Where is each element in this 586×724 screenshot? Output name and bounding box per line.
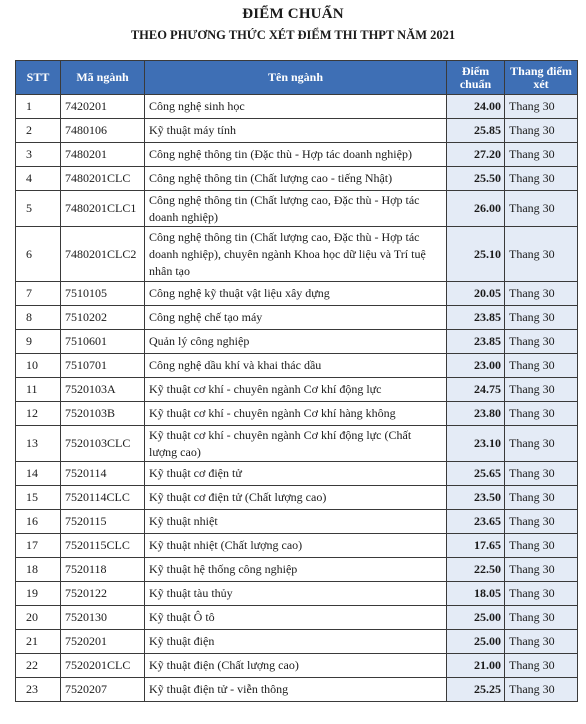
cell-thang-diem: Thang 30 [505,95,578,119]
cell-ten-nganh: Công nghệ kỹ thuật vật liệu xây dựng [145,282,447,306]
cell-thang-diem: Thang 30 [505,486,578,510]
table-row [16,306,578,330]
cell-diem-chuan: 24.75 [447,378,505,402]
table-row [16,143,578,167]
cell-diem-chuan: 23.10 [447,426,505,462]
cell-ma-nganh: 7510202 [61,306,145,330]
cell-diem-chuan: 25.00 [447,606,505,630]
cell-stt: 22 [16,654,61,678]
cell-ma-nganh: 7480106 [61,119,145,143]
cell-stt: 23 [16,678,61,702]
cell-ma-nganh: 7480201CLC1 [61,191,145,227]
cell-ma-nganh: 7520103B [61,402,145,426]
cell-ten-nganh: Quản lý công nghiệp [145,330,447,354]
cell-diem-chuan: 21.00 [447,654,505,678]
cell-stt: 9 [16,330,61,354]
cell-stt: 12 [16,402,61,426]
cell-thang-diem: Thang 30 [505,143,578,167]
cell-ma-nganh: 7510701 [61,354,145,378]
cell-stt: 20 [16,606,61,630]
cell-ma-nganh: 7520114 [61,462,145,486]
cell-stt: 4 [16,167,61,191]
cell-stt: 8 [16,306,61,330]
cell-ma-nganh: 7480201CLC [61,167,145,191]
cell-ma-nganh: 7520114CLC [61,486,145,510]
cell-ten-nganh: Kỹ thuật cơ khí - chuyên ngành Cơ khí động lực (Chất lượng cao) [145,426,447,462]
cell-diem-chuan: 23.50 [447,486,505,510]
cell-stt: 18 [16,558,61,582]
cell-diem-chuan: 23.85 [447,330,505,354]
cell-thang-diem: Thang 30 [505,282,578,306]
cell-stt: 5 [16,191,61,227]
cell-stt: 6 [16,227,61,282]
cell-thang-diem: Thang 30 [505,119,578,143]
header-ten-nganh: Tên ngành [145,61,447,95]
cell-thang-diem: Thang 30 [505,378,578,402]
cell-ten-nganh: Kỹ thuật điện tử - viễn thông [145,678,447,702]
cell-stt: 16 [16,510,61,534]
table-row [16,606,578,630]
cell-stt: 15 [16,486,61,510]
cell-ten-nganh: Công nghệ dầu khí và khai thác dầu [145,354,447,378]
cell-ma-nganh: 7520103CLC [61,426,145,462]
cell-thang-diem: Thang 30 [505,426,578,462]
cell-ma-nganh: 7510601 [61,330,145,354]
cell-diem-chuan: 25.50 [447,167,505,191]
cell-diem-chuan: 23.65 [447,510,505,534]
cell-thang-diem: Thang 30 [505,582,578,606]
cell-thang-diem: Thang 30 [505,462,578,486]
table-row [16,558,578,582]
cell-stt: 14 [16,462,61,486]
cell-thang-diem: Thang 30 [505,558,578,582]
table-row [16,95,578,119]
cell-ten-nganh: Công nghệ chế tạo máy [145,306,447,330]
table-row [16,678,578,702]
cell-diem-chuan: 20.05 [447,282,505,306]
cell-ten-nganh: Kỹ thuật máy tính [145,119,447,143]
cell-stt: 19 [16,582,61,606]
cell-ten-nganh: Kỹ thuật nhiệt (Chất lượng cao) [145,534,447,558]
cell-diem-chuan: 25.10 [447,227,505,282]
cell-thang-diem: Thang 30 [505,510,578,534]
cell-thang-diem: Thang 30 [505,191,578,227]
cell-ma-nganh: 7520130 [61,606,145,630]
cell-thang-diem: Thang 30 [505,306,578,330]
cell-diem-chuan: 27.20 [447,143,505,167]
cell-diem-chuan: 18.05 [447,582,505,606]
cell-thang-diem: Thang 30 [505,167,578,191]
cell-stt: 1 [16,95,61,119]
page-subtitle: THEO PHƯƠNG THỨC XÉT ĐIỂM THI THPT NĂM 2021 [130,28,456,42]
cell-stt: 10 [16,354,61,378]
cell-diem-chuan: 23.80 [447,402,505,426]
cell-ma-nganh: 7480201 [61,143,145,167]
table-row [16,426,578,462]
header-thang-diem: Thang điểm xét [505,61,578,95]
cell-ma-nganh: 7520103A [61,378,145,402]
cell-ten-nganh: Kỹ thuật cơ điện tử [145,462,447,486]
cell-thang-diem: Thang 30 [505,630,578,654]
cell-ma-nganh: 7520118 [61,558,145,582]
table-row [16,282,578,306]
table-row [16,486,578,510]
table-body [16,95,578,702]
table-row [16,402,578,426]
cell-ten-nganh: Kỹ thuật tàu thủy [145,582,447,606]
cell-ten-nganh: Kỹ thuật cơ điện tử (Chất lượng cao) [145,486,447,510]
cell-stt: 3 [16,143,61,167]
table-row [16,167,578,191]
cell-ten-nganh: Kỹ thuật nhiệt [145,510,447,534]
cell-ten-nganh: Công nghệ sinh học [145,95,447,119]
cell-diem-chuan: 17.65 [447,534,505,558]
cell-stt: 11 [16,378,61,402]
cell-ma-nganh: 7520115 [61,510,145,534]
cell-ma-nganh: 7520207 [61,678,145,702]
table-row [16,534,578,558]
cell-stt: 7 [16,282,61,306]
cell-diem-chuan: 22.50 [447,558,505,582]
cell-ma-nganh: 7520201 [61,630,145,654]
cell-ma-nganh: 7510105 [61,282,145,306]
cell-diem-chuan: 25.00 [447,630,505,654]
table-row [16,227,578,282]
table-row [16,654,578,678]
cell-ten-nganh: Kỹ thuật điện [145,630,447,654]
admission-score-table [15,60,578,702]
cell-ma-nganh: 7420201 [61,95,145,119]
cell-diem-chuan: 24.00 [447,95,505,119]
cell-ten-nganh: Kỹ thuật hệ thống công nghiệp [145,558,447,582]
cell-ten-nganh: Công nghệ thông tin (Đặc thù - Hợp tác doanh nghiệp) [145,143,447,167]
header-diem-chuan: Điểm chuẩn [447,61,505,95]
cell-diem-chuan: 23.85 [447,306,505,330]
cell-ma-nganh: 7520201CLC [61,654,145,678]
cell-thang-diem: Thang 30 [505,402,578,426]
cell-thang-diem: Thang 30 [505,606,578,630]
cell-diem-chuan: 25.85 [447,119,505,143]
cell-ten-nganh: Công nghệ thông tin (Chất lượng cao - tiếng Nhật) [145,167,447,191]
cell-thang-diem: Thang 30 [505,678,578,702]
table-row [16,330,578,354]
cell-ten-nganh: Công nghệ thông tin (Chất lượng cao, Đặc thù - Hợp tác doanh nghiệp) [145,191,447,227]
cell-ma-nganh: 7480201CLC2 [61,227,145,282]
cell-ten-nganh: Kỹ thuật cơ khí - chuyên ngành Cơ khí hàng không [145,402,447,426]
cell-diem-chuan: 23.00 [447,354,505,378]
table-row [16,462,578,486]
cell-ten-nganh: Kỹ thuật Ô tô [145,606,447,630]
cell-diem-chuan: 26.00 [447,191,505,227]
cell-stt: 13 [16,426,61,462]
cell-thang-diem: Thang 30 [505,227,578,282]
cell-thang-diem: Thang 30 [505,654,578,678]
header-ma-nganh: Mã ngành [61,61,145,95]
cell-thang-diem: Thang 30 [505,354,578,378]
cell-ma-nganh: 7520115CLC [61,534,145,558]
page-title: ĐIỂM CHUẨN [242,6,344,22]
table-row [16,191,578,227]
cell-diem-chuan: 25.25 [447,678,505,702]
table-row [16,630,578,654]
cell-ten-nganh: Kỹ thuật cơ khí - chuyên ngành Cơ khí động lực [145,378,447,402]
table-row [16,510,578,534]
cell-thang-diem: Thang 30 [505,330,578,354]
table-row [16,119,578,143]
cell-diem-chuan: 25.65 [447,462,505,486]
cell-thang-diem: Thang 30 [505,534,578,558]
table-row [16,582,578,606]
table-row [16,354,578,378]
table-row [16,378,578,402]
cell-ten-nganh: Kỹ thuật điện (Chất lượng cao) [145,654,447,678]
header-stt: STT [16,61,61,95]
cell-ma-nganh: 7520122 [61,582,145,606]
cell-stt: 21 [16,630,61,654]
table-header [16,61,578,95]
cell-stt: 17 [16,534,61,558]
cell-stt: 2 [16,119,61,143]
cell-ten-nganh: Công nghệ thông tin (Chất lượng cao, Đặc thù - Hợp tác doanh nghiệp), chuyên ngành Khoa học dữ liệu và Trí tuệ nhân tạo [145,227,447,282]
